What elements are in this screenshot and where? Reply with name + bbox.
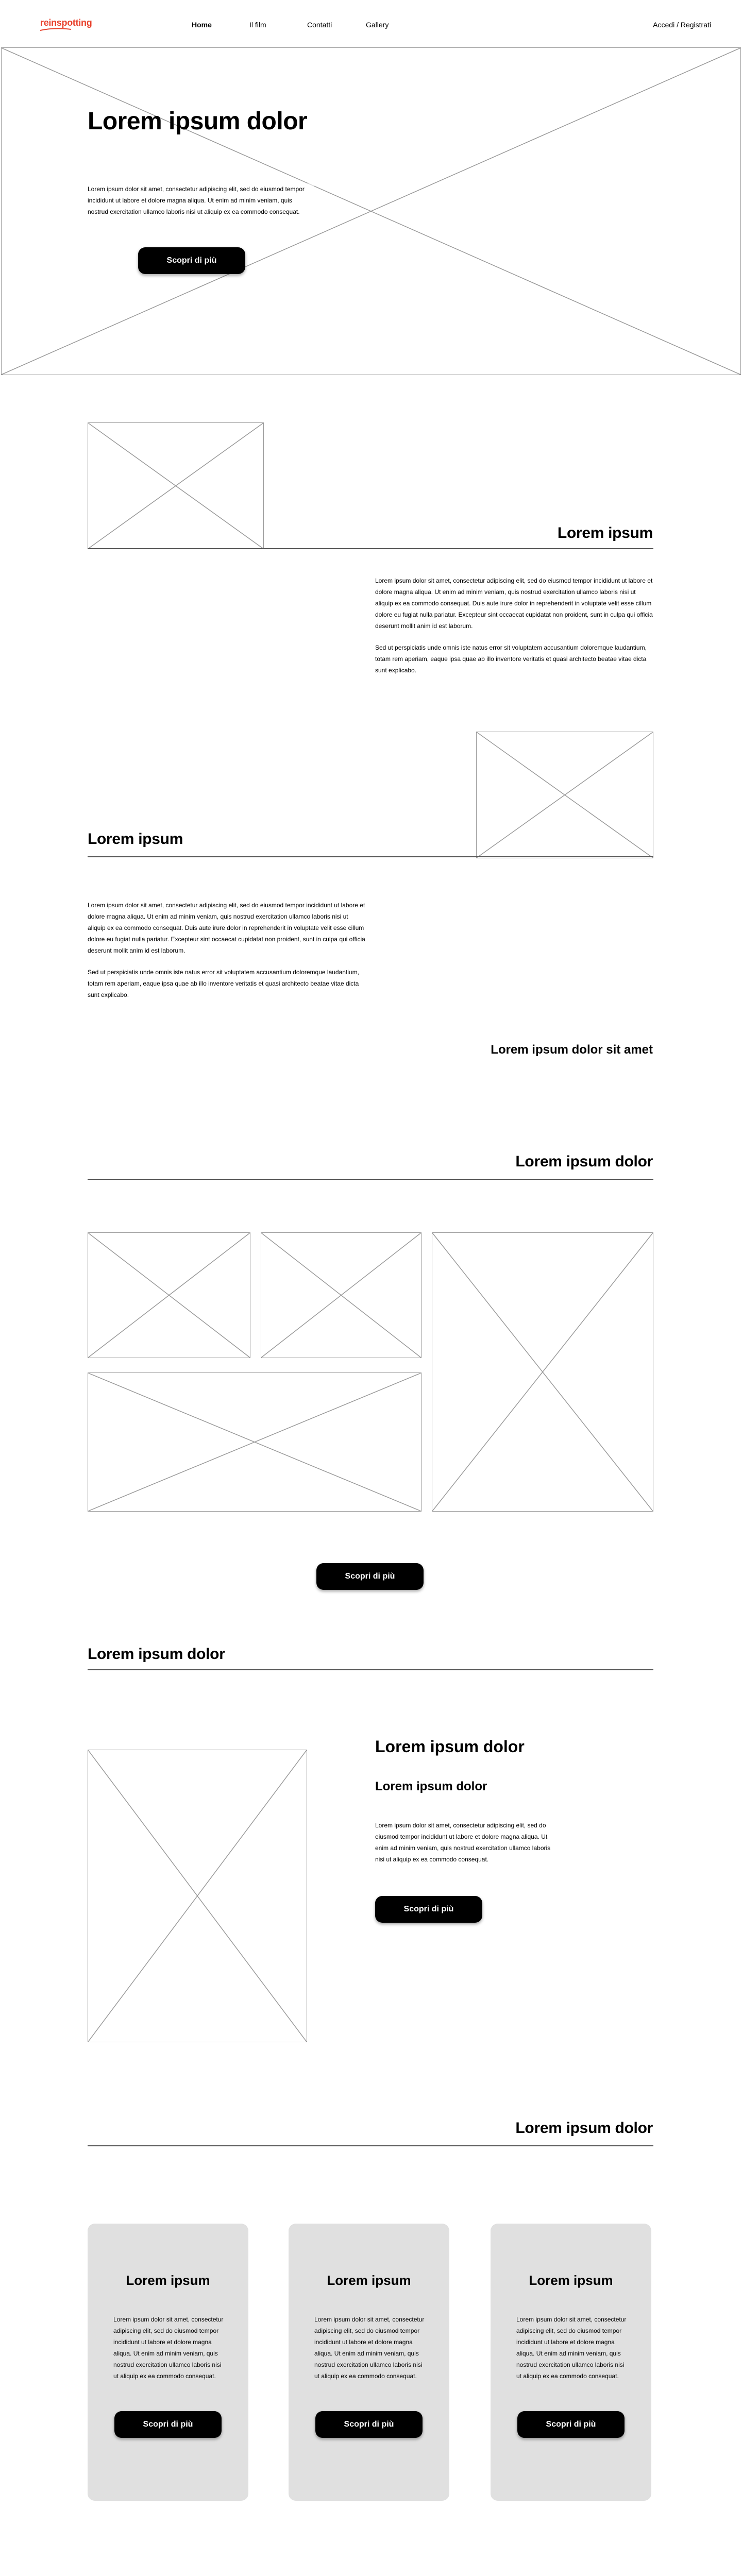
about-image-placeholder-2 bbox=[476, 732, 653, 858]
about-paragraph-1a: Lorem ipsum dolor sit amet, consectetur adipiscing elit, sed do eiusmod tempor incididunt ut labore et dolore magna aliqua. Ut enim ad minim veniam, quis nostrud exercitation ullamco laboris nisi ut aliquip ex ea commodo consequat. Duis aute irure dolor in reprehenderit in voluptate velit esse cillum dolore eu fugiat nulla pariatur. Excepteur sint occaecat cupidatat non proident, sunt in culpa qui officia deserunt mollit anim id est laborum. bbox=[375, 577, 653, 630]
about-divider-2 bbox=[88, 856, 653, 857]
hero-cta-button[interactable]: Scopri di più bbox=[138, 247, 245, 274]
about-title-1: Lorem ipsum bbox=[557, 524, 653, 541]
card-cta-button[interactable]: Scopri di più bbox=[315, 2411, 423, 2438]
about-paragraph-1b: Sed ut perspiciatis unde omnis iste natus error sit voluptatem accusantium doloremque laudantium, totam rem aperiam, eaque ipsa quae ab illo inventore veritatis et quasi architecto beatae vitae dicta sunt explicabo. bbox=[375, 644, 647, 674]
nav-home[interactable]: Home bbox=[192, 21, 212, 29]
card-text: Lorem ipsum dolor sit amet, consectetur adipiscing elit, sed do eiusmod tempor incididunt ut labore et dolore magna aliqua. Ut enim ad minim veniam, quis nostrud exercitation ullamco laboris nisi ut aliquip ex ea commodo consequat. bbox=[113, 2316, 224, 2380]
feature-text: Lorem ipsum dolor sit amet, consectetur adipiscing elit, sed do eiusmod tempor incididunt ut labore et dolore magna aliqua. Ut enim ad minim veniam, quis nostrud exercitation ullamco laboris nisi ut aliquip ex ea commodo consequat. bbox=[375, 1822, 551, 1863]
cards-divider bbox=[88, 2145, 653, 2146]
about-paragraph-2b: Sed ut perspiciatis unde omnis iste natus error sit voluptatem accusantium doloremque laudantium, totam rem aperiam, eaque ipsa quae ab illo inventore veritatis et quasi architecto beatae vitae dicta sunt explicabo. bbox=[88, 969, 359, 998]
nav-contatti[interactable]: Contatti bbox=[307, 21, 332, 29]
logo[interactable] bbox=[40, 18, 92, 31]
feature-title: Lorem ipsum dolor bbox=[375, 1737, 525, 1756]
logo-swoosh-icon bbox=[39, 27, 72, 31]
card-cta-button[interactable]: Scopri di più bbox=[517, 2411, 625, 2438]
hero-title: Lorem ipsum dolor bbox=[88, 108, 308, 135]
gallery-image-1[interactable] bbox=[88, 1232, 250, 1358]
card-title: Lorem ipsum bbox=[126, 2273, 210, 2288]
card-text: Lorem ipsum dolor sit amet, consectetur adipiscing elit, sed do eiusmod tempor incididunt ut labore et dolore magna aliqua. Ut enim ad minim veniam, quis nostrud exercitation ullamco laboris nisi ut aliquip ex ea commodo consequat. bbox=[314, 2316, 425, 2380]
card-title: Lorem ipsum bbox=[529, 2273, 613, 2288]
gallery-divider bbox=[88, 1179, 653, 1180]
card-cta-button[interactable]: Scopri di più bbox=[114, 2411, 222, 2438]
about-divider-1 bbox=[88, 548, 653, 549]
cards-section-title: Lorem ipsum dolor bbox=[515, 2120, 653, 2137]
feature-divider bbox=[88, 1669, 653, 1670]
about-image-placeholder-1 bbox=[88, 422, 264, 549]
feature-image-placeholder bbox=[88, 1750, 307, 2042]
card-title: Lorem ipsum bbox=[327, 2273, 411, 2288]
login-link[interactable]: Accedi / Registrati bbox=[653, 21, 711, 29]
nav-film[interactable]: Il film bbox=[249, 21, 266, 29]
feature-cta-button[interactable]: Scopri di più bbox=[375, 1896, 482, 1923]
card-3 bbox=[491, 2224, 651, 2501]
logo-text: reinspotting bbox=[40, 18, 92, 28]
gallery-title: Lorem ipsum dolor bbox=[515, 1153, 653, 1170]
card-1 bbox=[88, 2224, 248, 2501]
gallery-cta-button[interactable]: Scopri di più bbox=[316, 1563, 424, 1590]
gallery-image-4[interactable] bbox=[88, 1372, 421, 1512]
gallery-image-2[interactable] bbox=[261, 1232, 421, 1358]
nav-gallery[interactable]: Gallery bbox=[366, 21, 389, 29]
card-2 bbox=[289, 2224, 449, 2501]
hero-text: Lorem ipsum dolor sit amet, consectetur adipiscing elit, sed do eiusmod tempor incididunt ut labore et dolore magna aliqua. Ut enim ad minim veniam, quis nostrud exercitation ullamco laboris nisi ut aliquip ex ea commodo consequat. bbox=[88, 183, 314, 217]
gallery-image-3[interactable] bbox=[432, 1232, 653, 1512]
about-paragraph-2a: Lorem ipsum dolor sit amet, consectetur adipiscing elit, sed do eiusmod tempor incididunt ut labore et dolore magna aliqua. Ut enim ad minim veniam, quis nostrud exercitation ullamco laboris nisi ut aliquip ex ea commodo consequat. Duis aute irure dolor in reprehenderit in voluptate velit esse cillum dolore eu fugiat nulla pariatur. Excepteur sint occaecat cupidatat non proident, sunt in culpa qui officia deserunt mollit anim id est laborum. bbox=[88, 902, 365, 954]
about-tagline: Lorem ipsum dolor sit amet bbox=[491, 1043, 653, 1057]
card-text: Lorem ipsum dolor sit amet, consectetur adipiscing elit, sed do eiusmod tempor incididunt ut labore et dolore magna aliqua. Ut enim ad minim veniam, quis nostrud exercitation ullamco laboris nisi ut aliquip ex ea commodo consequat. bbox=[516, 2316, 627, 2380]
feature-subtitle: Lorem ipsum dolor bbox=[375, 1780, 487, 1793]
header bbox=[0, 0, 742, 45]
about-title-2: Lorem ipsum bbox=[88, 831, 183, 848]
feature-section-title: Lorem ipsum dolor bbox=[88, 1646, 225, 1663]
